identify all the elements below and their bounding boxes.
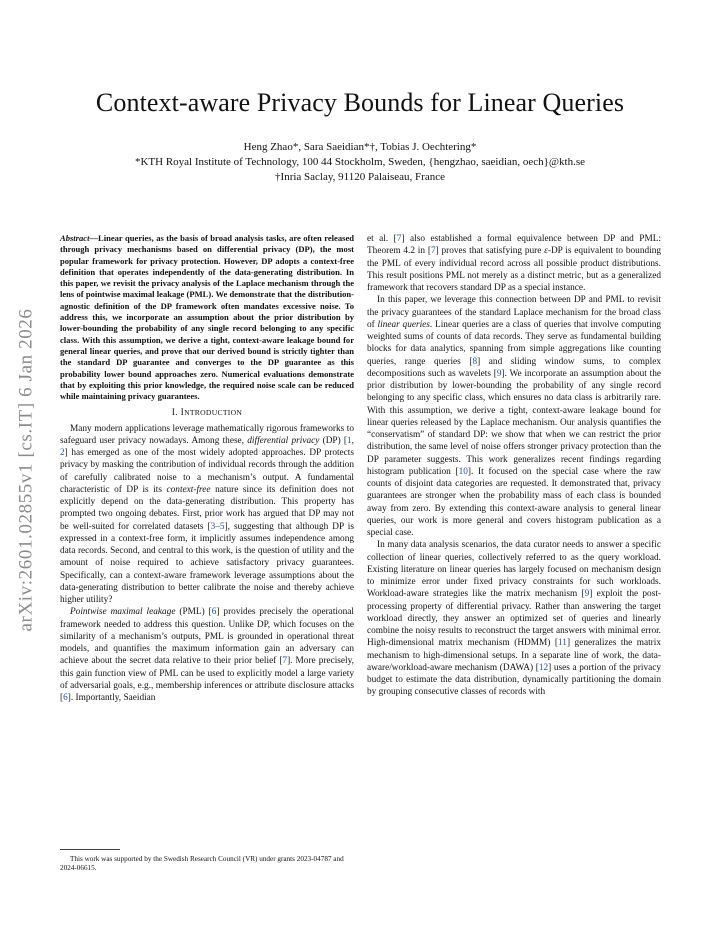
intro-paragraph-1: Many modern applications leverage mathematically rigorous frameworks to safeguard user privacy nowadays. Among these, differential privacy (DP) [1, 2] has emerged as one of the most widely adopted approaches. DP protects privacy by masking the contribution of individual records through the addition of carefully calibrated noise to a mechanism’s output. A fundamental characteristic of DP is its context-free nature since its definition does not explicitly depend on the data-generating distribution. This property has prompted two ongoing debates. First, prior work has argued that DP may not be well-suited for correlated datasets [3–5], suggesting that although DP is expressed in a context-free form, it implicitly assumes independence among data records. Second, and central to this work, is the question of utility and the amount of noise required to achieve satisfactory privacy guarantees. Specifically, can a context-aware framework leverage assumptions about the data-generating distribution to better calibrate the noise and thereby achieve higher utility? bbox=[60, 423, 354, 606]
intro-paragraph-4: In this paper, we leverage this connection between DP and PML to revisit the privacy guarantees of the standard Laplace mechanism for the broad class of linear queries. Linear queries are a class of queries that involve computing weighted sums of counts of data records. They serve as fundamental building blocks for data analytics, spanning from simple aggregations like counting queries, range queries [8] and sliding window sums, to complex decompositions such as wavelets [9]. We incorporate an assumption about the prior distribution by lower-bounding the probability of any single record belonging to any specific class, which ensures no data class is arbitrarily rare. With this assumption, we derive a tight, context-aware leakage bound for linear queries released by the Laplace mechanism. Our analysis quantifies the “conservatism” of standard DP: we show that when we can restrict the prior distribution, the same level of noise offers stronger privacy protection than the DP parameter suggests. This work generalizes recent findings regarding histogram publication [10]. It focused on the special case where the raw counts of disjoint data categories are requested. It demonstrated that, privacy guarantees are stronger when the probability mass of each class is bounded away from zero. By extending this context-aware analysis to general linear queries, our work is more general and covers histogram publication as a special case. bbox=[367, 295, 662, 538]
paper-title: Context-aware Privacy Bounds for Linear Queries bbox=[95, 88, 625, 117]
abstract-text: —Linear queries, as the basis of broad analysis tasks, are often released through privacy mechanisms based on differential privacy (DP), the most popular framework for privacy protection. However, DP adopts a context-free definition that operates independently of the data-generating distribution. In this paper, we revisit the privacy analysis of the Laplace mechanism through the lens of pointwise maximal leakage (PML). We demonstrate that the distribution-agnostic definition of the DP framework often mandates excessive noise. To address this, we incorporate an assumption about the prior distribution by lower-bounding the probability of any single record belonging to any specific class. With this assumption, we derive a tight, context-aware leakage bound for general linear queries, and prove that our derived bound is strictly tighter than the standard DP guarantee and converges to the DP guarantee as this probability lower bound approaches zero. Numerical evaluations demonstrate that by exploiting this prior knowledge, the required noise scale can be reduced while maintaining privacy guarantees. bbox=[60, 233, 354, 402]
funding-footnote: This work was supported by the Swedish Research Council (VR) under grants 2023-04787 and 2024-06615. bbox=[60, 855, 344, 873]
abstract bbox=[60, 233, 354, 402]
footnote-rule bbox=[60, 849, 120, 850]
author-names: Heng Zhao*, Sara Saeidian*†, Tobias J. Oechtering* bbox=[243, 141, 477, 153]
intro-paragraph-2: Pointwise maximal leakage (PML) [6] provides precisely the operational framework needed to address this question. Unlike DP, which focuses on the similarity of a mechanism’s outputs, PML is grounded in operational threat models, and quantifies the maximum information gain an adversary can achieve about the secret data relative to their prior belief [7]. More precisely, this gain function view of PML can be used to explicitly model a large variety of adversarial goals, e.g., membership inferences or attribute disclosure attacks [6]. Importantly, Saeidian bbox=[60, 607, 354, 704]
arxiv-identifier-text: arXiv:2601.02855v1 [cs.IT] 6 Jan 2026 bbox=[15, 308, 37, 632]
left-column bbox=[60, 233, 354, 704]
affiliation-inria: †Inria Saclay, 91120 Palaiseau, France bbox=[275, 171, 445, 183]
intro-paragraph-5: In many data analysis scenarios, the data curator needs to answer a specific collection of linear queries, collectively referred to as the query workload. Existing literature on linear queries has largely focused on mechanism design to minimize error under fixed privacy constraints for such workloads. Workload-aware strategies like the matrix mechanism [9] exploit the post-processing property of differential privacy. Rather than answering the target workload directly, they answer an optimized set of queries and linearly combine the noisy results to reconstruct the target answers with minimal error. High-dimensional matrix mechanism (HDMM) [11] generalizes the matrix mechanism to high-dimensional setups. In a separate line of work, the data-aware/workload-aware mechanism (DAWA) [12] uses a portion of the privacy budget to estimate the data distribution, dynamically partitioning the domain by grouping consecutive classes of records with bbox=[367, 540, 661, 698]
author-block bbox=[0, 140, 720, 185]
abstract-label: Abstract bbox=[60, 233, 90, 243]
right-column bbox=[367, 233, 661, 699]
section-heading-introduction: I. INTRODUCTION bbox=[171, 408, 243, 419]
affiliation-kth: *KTH Royal Institute of Technology, 100 44 Stockholm, Sweden, {hengzhao, saeidian, oech}@kth.se bbox=[134, 156, 586, 168]
intro-paragraph-3: et al. [7] also established a formal equivalence between DP and PML: Theorem 4.2 in [7] proves that satisfying pure ε-DP is equivalent to bounding the PML of every individual record across all possible product distributions. This result positions PML not merely as a distinct metric, but as a generalized framework that recovers standard DP as a special instance. bbox=[367, 234, 662, 293]
arxiv-identifier-stamp bbox=[6, 270, 46, 670]
